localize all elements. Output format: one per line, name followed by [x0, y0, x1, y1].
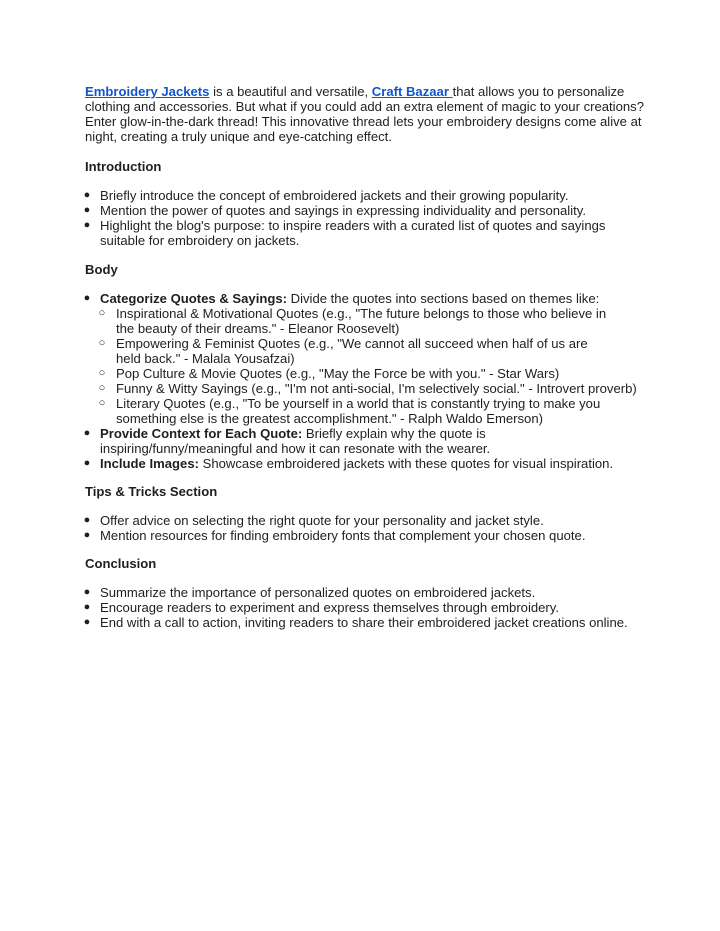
tips-heading: Tips & Tricks Section: [85, 484, 218, 499]
sub-bullet-icon: ○: [98, 307, 106, 319]
list-item: ● Include Images: Showcase embroidered jackets with these quotes for visual inspiration.: [0, 456, 660, 471]
body-list: [0, 291, 660, 471]
intro-paragraph: [85, 84, 645, 144]
intro-text-2: that allows you to personalize clothing and accessories. But what if you could add an extra element of magic to your creations? Enter glow-in-the-dark thread! This innovative thread lets your embroidery designs come alive at night, creating a truly unique and eye-catching effect.: [85, 84, 644, 144]
list-item: ● Categorize Quotes & Sayings: Divide the quotes into sections based on themes like: ○ Inspirational & Motivational Quotes (e.g., "The future belongs to those who believe in the beauty of their dreams." - Eleanor Roosevelt) ○ Empowering & Feminist Quotes (e.g., "We cannot all succeed when half of us are held back." - Malala Yousafzai) ○ Pop Culture & Movie Quotes (e.g., "May the Force be with you." - Star Wars) ○ Funny & Witty Sayings (e.g., "I'm not anti-social, I'm selectively social." - Introvert proverb) ○ Literary Quotes (e.g., "To be yourself in a world that is constantly trying to make you something else is the greatest accomplishment." - Ralph Waldo Emerson): [0, 291, 660, 426]
bullet-icon: ●: [83, 601, 91, 613]
sub-bullet-icon: ○: [98, 337, 106, 349]
list-item: ● Encourage readers to experiment and express themselves through embroidery.: [0, 600, 660, 615]
bullet-icon: ●: [83, 457, 91, 469]
sub-bullet-icon: ○: [98, 397, 106, 409]
bullet-icon: ●: [83, 189, 91, 201]
body-heading: Body: [85, 262, 118, 277]
tips-list: [0, 513, 660, 543]
bullet-icon: ●: [83, 219, 91, 231]
list-item: ● Briefly introduce the concept of embroidered jackets and their growing popularity.: [0, 188, 660, 203]
sub-list-item: ○ Literary Quotes (e.g., "To be yourself in a world that is constantly trying to make you something else is the greatest accomplishment." - Ralph Waldo Emerson): [100, 396, 611, 426]
embroidery-jackets-link[interactable]: Embroidery Jackets: [85, 84, 210, 99]
bullet-icon: ●: [83, 427, 91, 439]
list-item: ● Provide Context for Each Quote: Briefly explain why the quote is inspiring/funny/meaningful and how it can resonate with the wearer.: [0, 426, 500, 456]
bullet-icon: ●: [83, 616, 91, 628]
craft-bazaar-link[interactable]: Craft Bazaar: [371, 84, 453, 99]
bullet-icon: ●: [83, 204, 91, 216]
list-item: ● Mention the power of quotes and sayings in expressing individuality and personality.: [0, 203, 660, 218]
bullet-icon: ●: [83, 529, 91, 541]
sub-bullet-icon: ○: [98, 382, 106, 394]
bullet-icon: ●: [83, 292, 91, 304]
conclusion-list: [0, 585, 660, 630]
sub-bullet-icon: ○: [98, 367, 106, 379]
conclusion-heading: Conclusion: [85, 556, 157, 571]
list-item: ● Highlight the blog's purpose: to inspire readers with a curated list of quotes and sayings suitable for embroidery on jackets.: [0, 218, 620, 248]
list-item: ● Mention resources for finding embroidery fonts that complement your chosen quote.: [0, 528, 660, 543]
item-bold-label: Include Images:: [100, 456, 199, 471]
list-item: ● Summarize the importance of personalized quotes on embroidered jackets.: [0, 585, 660, 600]
sub-list-item: ○ Funny & Witty Sayings (e.g., "I'm not anti-social, I'm selectively social." - Introvert proverb): [100, 381, 646, 396]
item-bold-label: Categorize Quotes & Sayings:: [100, 291, 287, 306]
list-item: ● Offer advice on selecting the right quote for your personality and jacket style.: [0, 513, 660, 528]
intro-text-1: is a beautiful and versatile,: [209, 84, 372, 99]
sub-list-item: ○ Pop Culture & Movie Quotes (e.g., "May the Force be with you." - Star Wars): [100, 366, 660, 381]
item-bold-label: Provide Context for Each Quote:: [100, 426, 303, 441]
introduction-list: [0, 188, 660, 248]
bullet-icon: ●: [83, 514, 91, 526]
list-item: ● End with a call to action, inviting readers to share their embroidered jacket creations online.: [0, 615, 660, 630]
sub-list-item: ○ Inspirational & Motivational Quotes (e.g., "The future belongs to those who believe in the beauty of their dreams." - Eleanor Roosevelt): [100, 306, 626, 336]
bullet-icon: ●: [83, 586, 91, 598]
sub-list-item: ○ Empowering & Feminist Quotes (e.g., "We cannot all succeed when half of us are held back." - Malala Yousafzai): [100, 336, 616, 366]
introduction-heading: Introduction: [85, 159, 162, 174]
body-sublist: [100, 306, 660, 426]
